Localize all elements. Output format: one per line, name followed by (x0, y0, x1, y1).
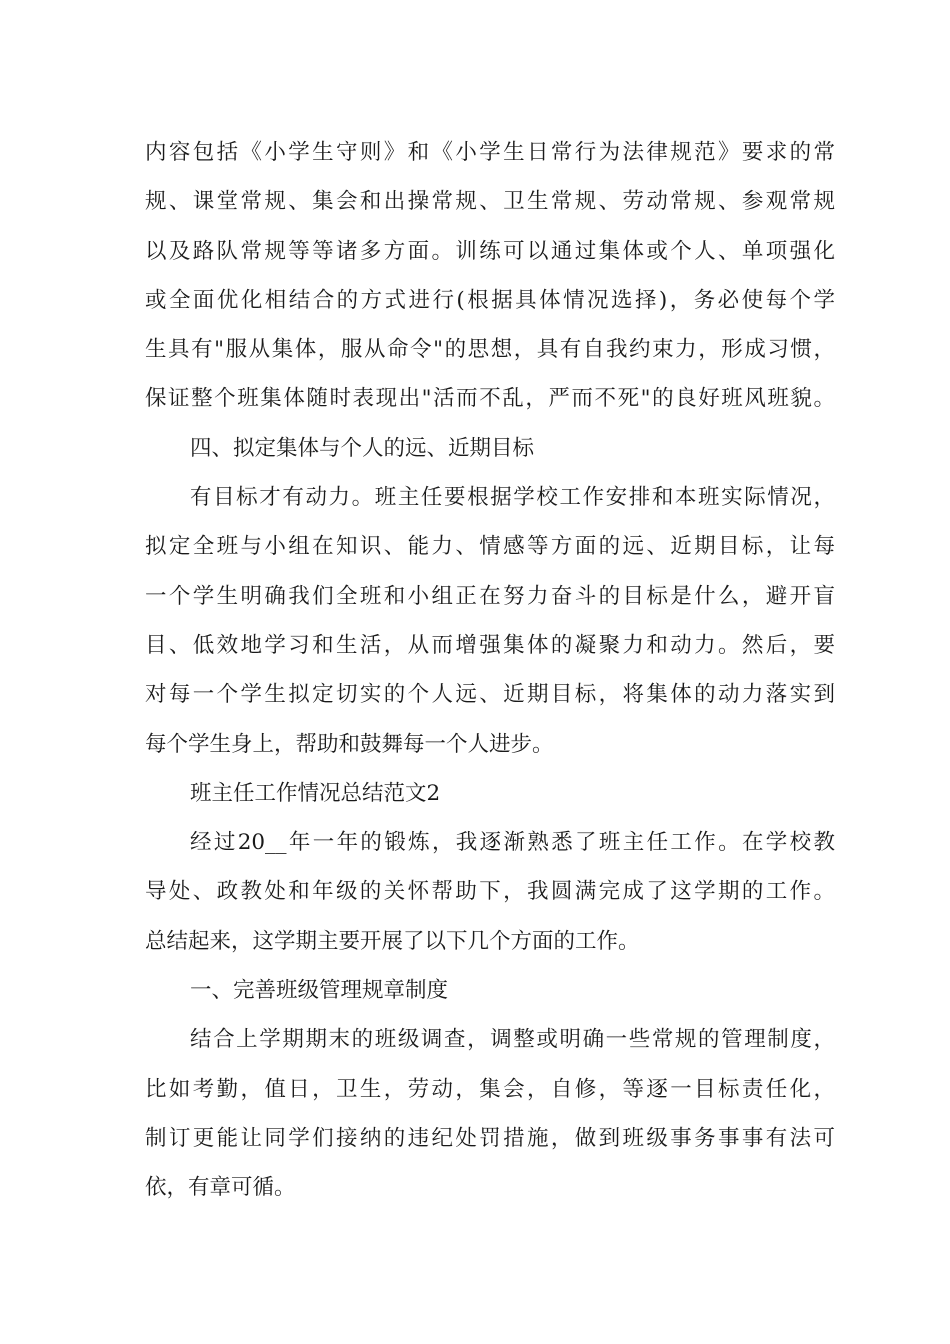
text-line: 经过20__年一年的锻炼，我逐渐熟悉了班主任工作。在学校教 (190, 830, 835, 856)
text-line: 生具有"服从集体，服从命令"的思想，具有自我约束力，形成习惯， (145, 337, 835, 363)
text-line: 结合上学期期末的班级调查，调整或明确一些常规的管理制度， (190, 1027, 835, 1053)
text-line: 内容包括《小学生守则》和《小学生日常行为法律规范》要求的常 (145, 140, 835, 165)
text-line: 总结起来，这学期主要开展了以下几个方面的工作。 (145, 928, 640, 954)
text-line: 比如考勤，值日，卫生，劳动，集会，自修，等逐一目标责任化， (145, 1076, 835, 1102)
text-line: 一个学生明确我们全班和小组正在努力奋斗的目标是什么，避开盲 (145, 583, 835, 609)
text-line: 对每一个学生拟定切实的个人远、近期目标，将集体的动力落实到 (145, 682, 835, 708)
text-line: 以及路队常规等等诸多方面。训练可以通过集体或个人、单项强化 (145, 238, 835, 264)
text-line: 或全面优化相结合的方式进行(根据具体情况选择)，务必使每个学 (145, 287, 835, 313)
section-heading: 一、完善班级管理规章制度 (190, 978, 449, 1004)
text-line: 每个学生身上，帮助和鼓舞每一个人进步。 (145, 731, 554, 757)
text-line: 拟定全班与小组在知识、能力、情感等方面的远、近期目标，让每 (145, 534, 835, 560)
document-page (145, 128, 835, 1213)
text-line: 保证整个班集体随时表现出"活而不乱，严而不死"的良好班风班貌。 (145, 386, 835, 412)
text-line: 依，有章可循。 (145, 1175, 296, 1201)
text-line: 规、课堂常规、集会和出操常规、卫生常规、劳动常规、参观常规 (145, 189, 835, 215)
text-line: 有目标才有动力。班主任要根据学校工作安排和本班实际情况， (190, 485, 835, 511)
article-title: 班主任工作情况总结范文2 (190, 780, 441, 806)
section-heading: 四、拟定集体与个人的远、近期目标 (190, 435, 535, 461)
text-line: 制订更能让同学们接纳的违纪处罚措施，做到班级事务事事有法可 (145, 1125, 835, 1151)
text-line: 目、低效地学习和生活，从而增强集体的凝聚力和动力。然后，要 (145, 632, 835, 658)
text-line: 导处、政教处和年级的关怀帮助下，我圆满完成了这学期的工作。 (145, 879, 835, 905)
